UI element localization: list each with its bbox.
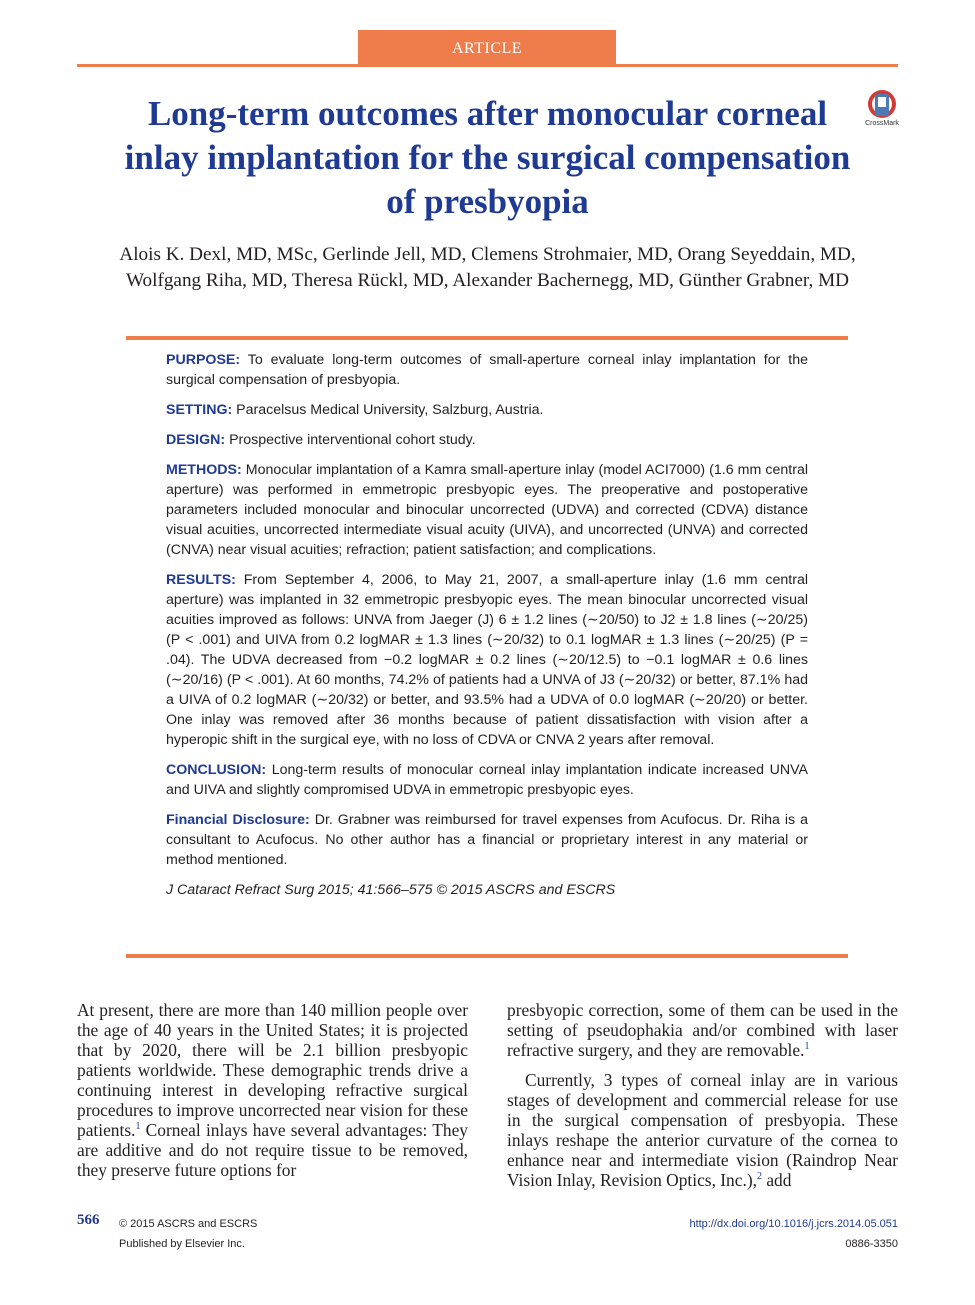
conclusion-text: Long-term results of monocular corneal inlay implantation indicate increased UNVA and UIVA and slightly compromised UDVA in emmetropic presbyopic eyes. (166, 762, 808, 798)
body-paragraph (507, 1070, 898, 1190)
top-rule (77, 64, 898, 67)
reference-link[interactable]: 2 (756, 1171, 762, 1183)
body-text: Currently, 3 types of corneal inlay are in various stages of development and commercial release for use in the surgical compensation of presbyopia. These inlays reshape the anterior curvature of the cornea to enhance near and intermediate vision (Raindrop Near Vision Inlay, Revision Optics, Inc.), (507, 1070, 898, 1190)
reference-link[interactable]: 1 (135, 1121, 141, 1133)
abstract-setting (166, 400, 808, 420)
footer-left (119, 1214, 257, 1254)
results-text: From September 4, 2006, to May 21, 2007, a small-aperture inlay (1.6 mm central aperture) was implanted in 32 emmetropic presbyopic eyes. The mean binocular uncorrected visual acuities improved as follows: UNVA from Jaeger (J) 6 ± 1.2 lines (∼20/50) to J2 ± 1.8 lines (∼20/25) (P < .001) and UIVA from 0.2 logMAR ± 1.3 lines (∼20/32) to 0.1 logMAR ± 1.3 lines (∼20/25) (P = .04). The UDVA decreased from −0.2 logMAR ± 0.2 lines (∼20/12.5) to −0.1 logMAR ± 0.6 lines (∼20/16) (P < .001). At 60 months, 74.2% of patients had a UNVA of J3 (∼20/32) or better, 87.1% had a UIVA of 0.2 logMAR (∼20/32) or better, and 93.5% had a UDVA of 0.0 logMAR (∼20/20) or better. One inlay was removed after 36 months because of patient dissatisfaction with vision after a hyperopic shift in the surgical eye, with no loss of CDVA or CNVA 2 years after removal. (166, 572, 808, 748)
issn: 0886-3350 (845, 1238, 898, 1250)
reference-link[interactable]: 1 (804, 1041, 810, 1053)
authors-line-1: Alois K. Dexl, MD, MSc, Gerlinde Jell, MD, Clemens Strohmaier, MD, Orang Seyeddain, MD, (119, 244, 856, 265)
abstract (166, 350, 808, 910)
methods-label: METHODS: (166, 462, 242, 478)
abstract-methods (166, 460, 808, 560)
footer-right (689, 1214, 898, 1254)
body-text: At present, there are more than 140 million people over the age of 40 years in the United States; it is projected that by 2020, there will be 2.1 billion presbyopic patients worldwide. These demographic trends drive a continuing interest in developing refractive surgical procedures to improve uncorrected near vision for these patients. (77, 1000, 468, 1140)
design-text: Prospective interventional cohort study. (229, 432, 476, 448)
body-paragraph (507, 1000, 898, 1060)
methods-text: Monocular implantation of a Kamra small-aperture inlay (model ACI7000) (1.6 mm central aperture) was performed in emmetropic presbyopic eyes. The preoperative and postoperative parameters included monocular and binocular uncorrected (UDVA) and corrected (CDVA) distance visual acuities, uncorrected intermediate visual acuity (UIVA), and uncorrected (UNVA) and corrected (CNVA) near visual acuities; refraction; patient satisfaction; and complications. (166, 462, 808, 558)
setting-text: Paracelsus Medical University, Salzburg, Austria. (236, 402, 544, 418)
abstract-conclusion (166, 760, 808, 800)
body-left-column (77, 1000, 468, 1180)
disclosure-text: Dr. Grabner was reimbursed for travel expenses from Acufocus. Dr. Riha is a consultant to Acufocus. No other author has a financial or proprietary interest in any material or method mentioned. (166, 812, 808, 868)
abstract-disclosure (166, 810, 808, 870)
body-paragraph (77, 1000, 468, 1180)
results-label: RESULTS: (166, 572, 236, 588)
purpose-label: PURPOSE: (166, 352, 241, 368)
setting-label: SETTING: (166, 402, 233, 418)
body-text: add (761, 1170, 792, 1190)
doi-link[interactable]: http://dx.doi.org/10.1016/j.jcrs.2014.05.051 (689, 1218, 898, 1230)
abstract-top-rule (126, 336, 848, 340)
journal-citation: J Cataract Refract Surg 2015; 41:566–575 © 2015 ASCRS and ESCRS (166, 882, 616, 898)
article-title: Long-term outcomes after monocular corneal inlay implantation for the surgical compensation of presbyopia (124, 94, 851, 221)
authors-line-2: Wolfgang Riha, MD, Theresa Rückl, MD, Alexander Bachernegg, MD, Günther Grabner, MD (125, 270, 850, 291)
section-tab: ARTICLE (358, 30, 616, 65)
abstract-design (166, 430, 808, 450)
author-list (100, 242, 875, 294)
conclusion-label: CONCLUSION: (166, 762, 267, 778)
body-text: presbyopic correction, some of them can be used in the setting of pseudophakia and/or combined with laser refractive surgery, and they are removable. (507, 1000, 898, 1060)
body-text: Corneal inlays have several advantages: They are additive and do not require tissue to be removed, they preserve future options for (77, 1120, 468, 1180)
footer-copyright: © 2015 ASCRS and ESCRS (119, 1218, 258, 1230)
crossmark-label: CrossMark (865, 120, 899, 127)
abstract-bottom-rule (126, 954, 848, 958)
abstract-purpose (166, 350, 808, 390)
purpose-text: To evaluate long-term outcomes of small-aperture corneal inlay implantation for the surgical compensation of presbyopia. (166, 352, 809, 388)
body-right-column (507, 1000, 898, 1190)
footer-publisher: Published by Elsevier Inc. (119, 1238, 245, 1250)
disclosure-label: Financial Disclosure: (166, 812, 310, 828)
design-label: DESIGN: (166, 432, 226, 448)
page-number: 566 (77, 1212, 100, 1228)
abstract-results (166, 570, 808, 750)
